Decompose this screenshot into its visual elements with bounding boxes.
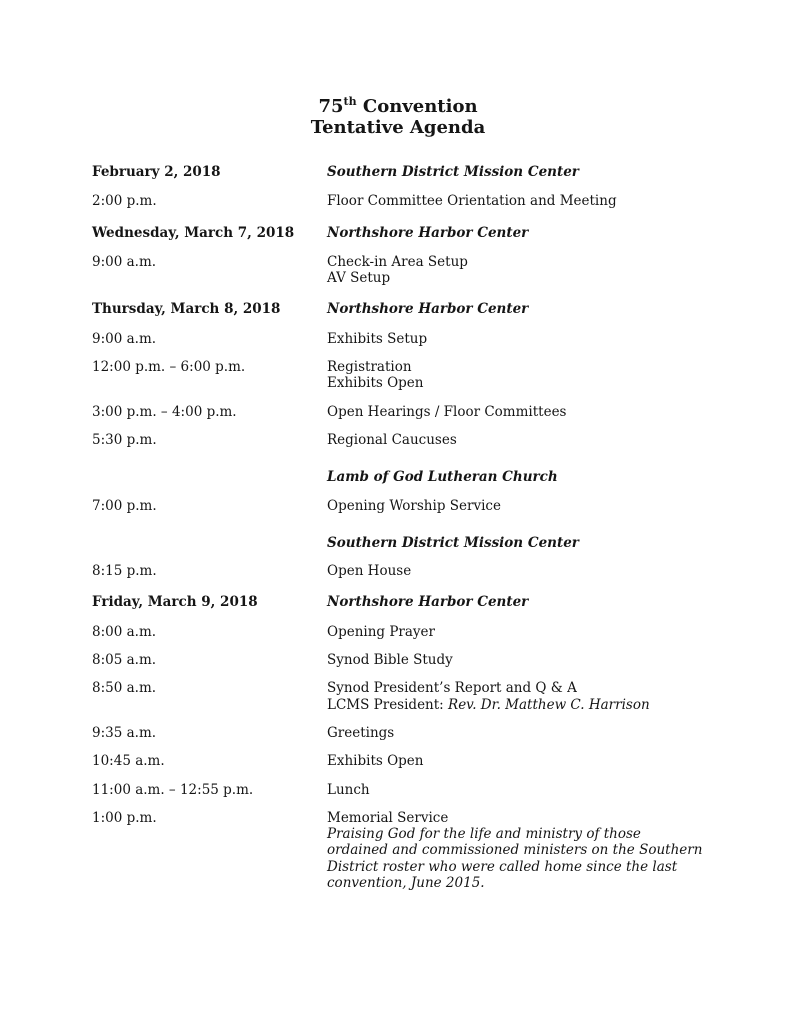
title-ordinal-sup: th (343, 95, 357, 108)
section-venue: Southern District Mission Center (327, 164, 579, 180)
section-date: February 2, 2018 (92, 164, 221, 180)
convention-title (92, 96, 704, 117)
event-text: Exhibits Setup (327, 330, 428, 347)
event-line (327, 563, 704, 579)
event-description (327, 810, 704, 891)
section-date: Friday, March 9, 2018 (92, 594, 258, 611)
agenda-schedule (92, 164, 704, 891)
event-description (327, 193, 704, 209)
event-row (92, 404, 704, 420)
agenda-section (92, 301, 704, 579)
agenda-subtitle: Tentative Agenda (310, 117, 486, 138)
event-row (92, 193, 704, 209)
event-row (92, 359, 704, 392)
event-line (327, 375, 704, 391)
event-text: Check-in Area Setup (327, 253, 468, 270)
event-row (92, 254, 704, 287)
event-text: Exhibits Open (327, 753, 424, 770)
event-time: 5:30 p.m. (92, 431, 157, 448)
event-text: Synod President’s Report and Q & A (327, 680, 577, 697)
event-line (327, 193, 704, 209)
event-line (327, 254, 704, 270)
event-description (327, 624, 704, 640)
event-row (92, 753, 704, 769)
section-venue: Northshore Harbor Center (327, 301, 529, 318)
section-header-row (92, 594, 704, 610)
event-line (327, 331, 704, 347)
event-description (327, 753, 704, 769)
agenda-section (92, 594, 704, 891)
event-line (327, 782, 704, 798)
event-row (92, 563, 704, 579)
event-row (92, 782, 704, 798)
event-description (327, 432, 704, 448)
event-text: Lunch (327, 781, 370, 798)
event-text: Memorial Service (327, 809, 449, 826)
event-text-italic: Rev. Dr. Matthew C. Harrison (448, 696, 650, 713)
agenda-section (92, 225, 704, 287)
event-text: AV Setup (327, 270, 391, 287)
event-description (327, 680, 704, 713)
event-line (327, 270, 704, 286)
event-row (92, 624, 704, 640)
event-text: Greetings (327, 724, 395, 741)
event-row (92, 810, 704, 891)
event-line (327, 498, 704, 514)
event-row (92, 498, 704, 514)
event-time: 10:45 a.m. (92, 753, 165, 770)
event-line (327, 753, 704, 769)
section-venue: Northshore Harbor Center (327, 594, 529, 611)
event-line (327, 359, 704, 375)
title-number: 75 (318, 96, 344, 117)
event-description (327, 404, 704, 420)
section-venue: Northshore Harbor Center (327, 224, 529, 241)
event-text: Registration (327, 359, 412, 376)
event-text: Floor Committee Orientation and Meeting (327, 193, 617, 210)
event-time: 11:00 a.m. – 12:55 p.m. (92, 781, 254, 798)
event-time: 9:00 a.m. (92, 330, 157, 347)
event-time: 8:00 a.m. (92, 623, 157, 640)
event-line (327, 652, 704, 668)
section-header-row (92, 225, 704, 241)
event-row (92, 725, 704, 741)
section-header-row (92, 164, 704, 180)
event-line (327, 624, 704, 640)
event-row (92, 331, 704, 347)
event-time: 7:00 p.m. (92, 497, 157, 514)
event-line (327, 432, 704, 448)
event-time: 8:05 a.m. (92, 652, 157, 669)
venue-name: Southern District Mission Center (327, 534, 579, 551)
event-text: Regional Caucuses (327, 431, 457, 448)
event-text-italic: Praising God for the life and ministry of those ordained and commissioned ministers on the Southern District roster who were called home since the last convention, June 2015. (327, 826, 703, 892)
event-line (327, 810, 704, 826)
event-text: Exhibits Open (327, 375, 424, 392)
event-description (327, 782, 704, 798)
event-description (327, 254, 704, 287)
event-description (327, 331, 704, 347)
event-description (327, 563, 704, 579)
event-text: Open House (327, 563, 412, 580)
event-line (327, 697, 704, 713)
event-text: Open Hearings / Floor Committees (327, 403, 567, 420)
event-time: 3:00 p.m. – 4:00 p.m. (92, 403, 237, 420)
section-header-row (92, 301, 704, 317)
section-date: Thursday, March 8, 2018 (92, 301, 281, 318)
event-line (327, 725, 704, 741)
event-line (327, 680, 704, 696)
venue-name: Lamb of God Lutheran Church (327, 469, 558, 486)
event-time: 8:15 p.m. (92, 563, 157, 580)
document-title (92, 96, 704, 138)
event-time: 8:50 a.m. (92, 680, 157, 697)
event-line (327, 826, 704, 891)
event-text: Opening Worship Service (327, 497, 501, 514)
event-text: Opening Prayer (327, 623, 435, 640)
event-time: 12:00 p.m. – 6:00 p.m. (92, 359, 246, 376)
event-time: 9:35 a.m. (92, 724, 157, 741)
event-time: 9:00 a.m. (92, 253, 157, 270)
event-line (327, 404, 704, 420)
event-description (327, 359, 704, 392)
venue-change-row (92, 460, 704, 485)
event-description (327, 652, 704, 668)
event-description (327, 498, 704, 514)
agenda-section (92, 164, 704, 210)
event-row (92, 652, 704, 668)
event-text: Synod Bible Study (327, 652, 453, 669)
title-text: Convention (356, 96, 478, 117)
venue-change-row (92, 526, 704, 551)
section-date: Wednesday, March 7, 2018 (92, 224, 295, 241)
event-text: LCMS President: (327, 696, 449, 713)
event-description (327, 725, 704, 741)
event-row (92, 680, 704, 713)
event-time: 2:00 p.m. (92, 193, 157, 210)
event-row (92, 432, 704, 448)
event-time: 1:00 p.m. (92, 809, 157, 826)
